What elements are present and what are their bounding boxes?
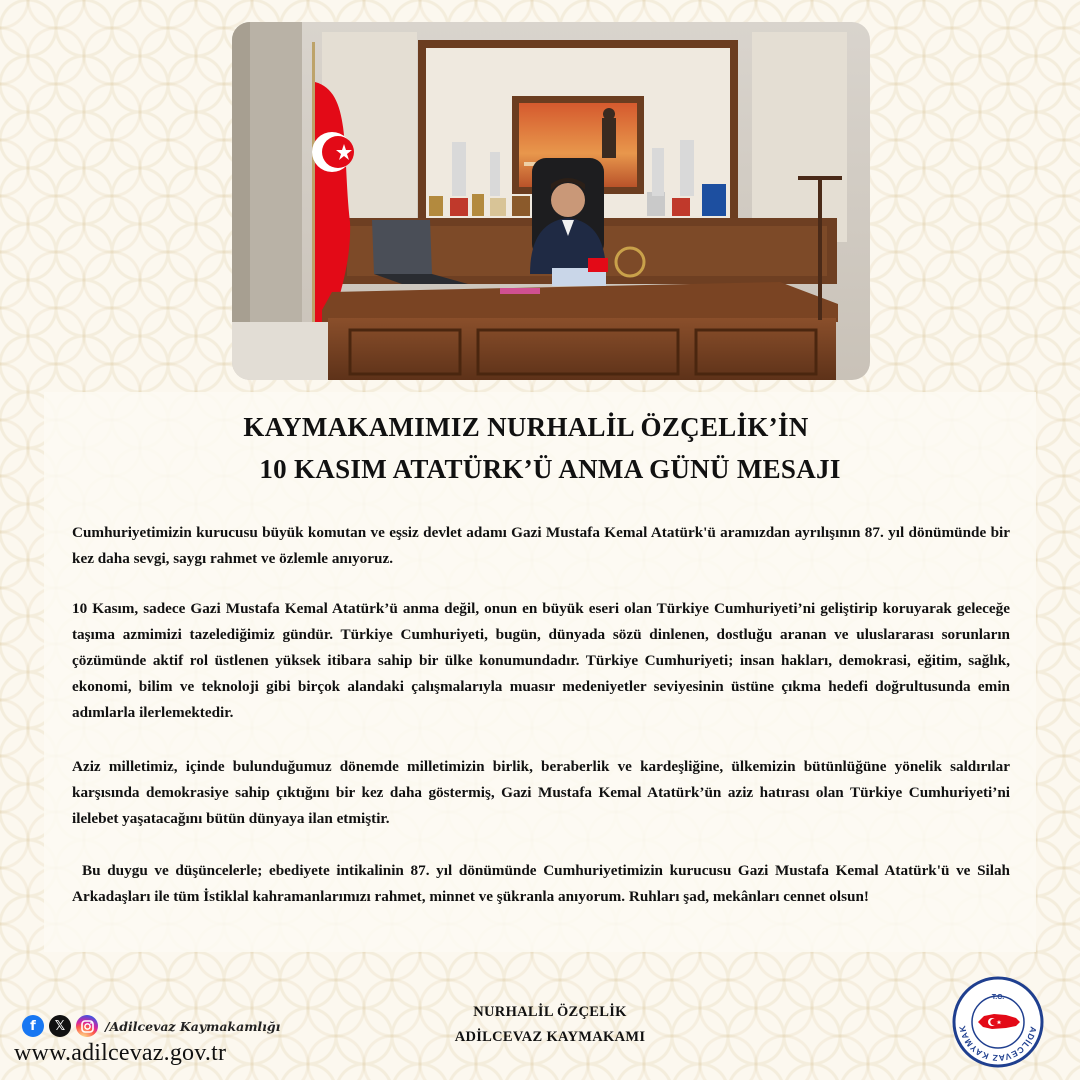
message-paragraph-4: Bu duygu ve düşüncelerle; ebediyete intikalinin 87. yıl dönümünde Cumhuriyetimizin kurucusu Gazi Mustafa Kemal Atatürk'ü ve Silah Arkadaşları ile tüm İstiklal kahramanlarımızı rahmet, minnet ve şükranla anıyorum. Ruhları şad, mekânları cennet olsun! (72, 862, 1010, 905)
page-title-line-2: 10 KASIM ATATÜRK’Ü ANMA GÜNÜ MESAJI (259, 454, 841, 484)
signature-role: ADİLCEVAZ KAYMAKAMI (454, 1029, 646, 1045)
page-title-line-1: KAYMAKAMIMIZ NURHALİL ÖZÇELİK’İN (243, 412, 809, 442)
instagram-icon[interactable] (76, 1015, 98, 1037)
seal-top-text: T.C. (991, 994, 1005, 1001)
signature-name: NURHALİL ÖZÇELİK (473, 1004, 627, 1020)
website-link[interactable]: www.adilcevaz.gov.tr (14, 1040, 227, 1066)
facebook-icon[interactable]: f (22, 1015, 44, 1037)
office-photo (232, 22, 870, 380)
kaymakamlik-seal (952, 976, 1044, 1068)
social-links (22, 1014, 280, 1038)
social-handle[interactable]: /Adilcevaz Kaymakamlığı (105, 1018, 281, 1034)
message-paragraph-1: Cumhuriyetimizin kurucusu büyük komutan ve eşsiz devlet adamı Gazi Mustafa Kemal Atatürk'ü aramızdan ayrılışının 87. yıl dönümünde bir kez daha sevgi, saygı rahmet ve özlemle anıyoruz. (72, 524, 1010, 567)
x-icon[interactable]: 𝕏 (49, 1015, 71, 1037)
message-paragraph-2: 10 Kasım, sadece Gazi Mustafa Kemal Atatürk’ü anma değil, onun en büyük eseri olan Türkiye Cumhuriyeti’ni geliştirip koruyarak geleceğe taşıma azmimizi tazelediğimiz gündür. Türkiye Cumhuriyeti, bugün, dünyada sözü dinlenen, dostluğu aranan ve uluslararası sorunların çözümünde aktif rol üstlenen yüksek itibara sahip bir ülke konumundadır. Türkiye Cumhuriyeti; insan hakları, demokrasi, eğitim, sağlık, ekonomi, bilim ve teknoloji gibi birçok alandaki çalışmalarıyla muasır medeniyetler seviyesinin üstüne çıkma hedefi doğrultusunda emin adımlarla ilerlemektedir. (72, 600, 1010, 721)
message-paragraph-3: Aziz milletimiz, içinde bulunduğumuz dönemde milletimizin birlik, beraberlik ve kardeşliğine, ülkemizin bütünlüğüne yönelik saldırılar karşısında demokrasiye sahip çıktığını bir kez daha göstermiş, Gazi Mustafa Kemal Atatürk’ün aziz hatırası olan Türkiye Cumhuriyeti’ni ilelebet yaşatacağını bütün dünyaya ilan etmiştir. (72, 758, 1010, 827)
seal-ring-text: ADİLCEVAZ KAYMAK (957, 1024, 1039, 1064)
